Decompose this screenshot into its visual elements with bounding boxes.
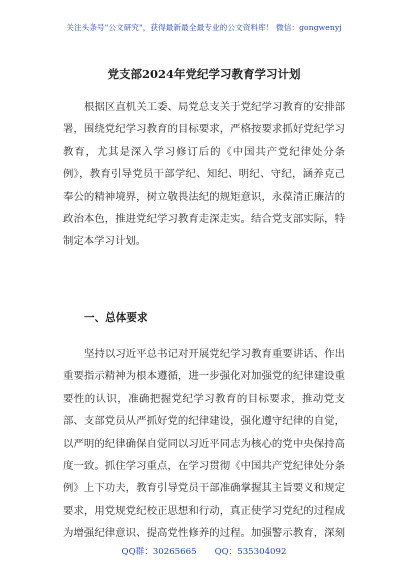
footer-qq-group[interactable]: QQ群：30265665	[121, 547, 197, 557]
section-heading-general-requirements: 一、总体要求	[84, 312, 148, 324]
promo-banner[interactable]: 关注头条号"公文研究"，获得最新最全最专业的公文资料库！ 微信：gongwenyj	[66, 23, 342, 32]
section-body-paragraph: 坚持以习近平总书记对开展党纪学习教育重要讲话、作出重要指示精神为根本遵循，进一步强化对加强党的纪律建设重要性的认识，准确把握党纪学习教育的目标要求，推动党支部、支部党员从严抓好党的纪律建设，强化遵守纪律的自觉，以严明的纪律确保自觉同以习近平同志为核心的党中央保持高度一致。抓住学习重点，在学习贯彻《中国共产党纪律处分条例》上下功夫，教育引导党员干部准确掌握其主旨要义和规定要求，用党规党纪校正思想和行动，真正使学习党纪的过程成为增强纪律意识、提高党性修养的过程。加强警示教育，深刻	[63, 348, 345, 539]
footer-qq-number[interactable]: QQ：535304092	[214, 547, 287, 557]
document-title: 党支部2024年党纪学习教育学习计划	[107, 67, 301, 81]
intro-paragraph: 根据区直机关工委、局党总支关于党纪学习教育的安排部署，围绕党纪学习教育的目标要求，严格按要求抓好党纪学习教育，尤其是深入学习修订后的《中国共产党纪律处分条例》，教育引导党员干部学纪、知纪、明纪、守纪，涵养克己奉公的精神境界，树立敬畏法纪的规矩意识，永葆清正廉洁的政治本色，推进党纪学习教育走深走实。结合党支部实际，特制定本学习计划。	[63, 101, 345, 248]
footer-contact	[0, 546, 408, 558]
